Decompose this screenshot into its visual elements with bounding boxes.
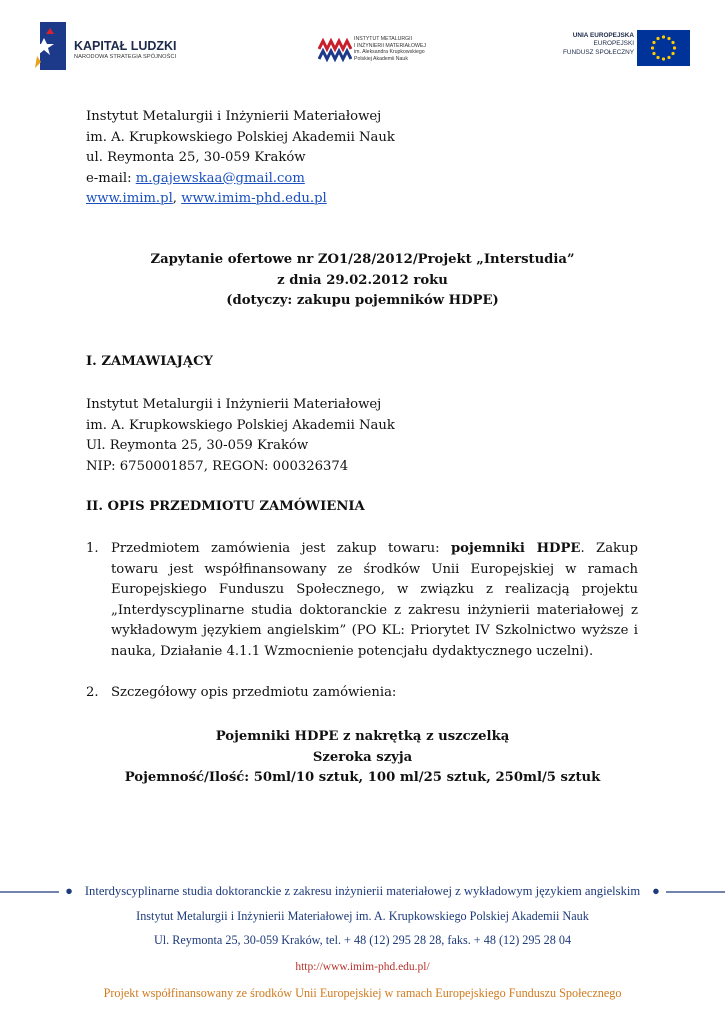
sender-email-row	[86, 169, 395, 190]
eu-star-icon	[662, 35, 665, 38]
order-description-list	[86, 539, 638, 703]
eu-star-icon	[667, 56, 670, 59]
web-link-imim-phd[interactable]: www.imim-phd.edu.pl	[181, 191, 327, 206]
kapital-ludzki-title: KAPITAŁ LUDZKI	[74, 39, 177, 53]
eu-flag-icon	[637, 30, 690, 66]
eu-text	[563, 32, 634, 57]
eu-star-icon	[651, 46, 654, 49]
title-line-2: z dnia 29.02.2012 roku	[277, 272, 448, 288]
eu-star-icon	[662, 57, 665, 60]
item1-text-pre: Przedmiotem zamówienia jest zakup towaru:	[111, 541, 451, 556]
footer-project-name: Interdyscyplinarne studia doktoranckie z zakresu inżynierii materiałowej z wykładowym językiem angielskim	[79, 884, 646, 898]
imim-text	[354, 36, 426, 62]
eu-star-icon	[652, 41, 655, 44]
eu-line-2: EUROPEJSKI	[593, 40, 634, 48]
sender-line: ul. Reymonta 25, 30-059 Kraków	[86, 150, 306, 165]
footer-url[interactable]: http://www.imim-phd.edu.pl/	[295, 961, 430, 973]
item2-text: Szczegółowy opis przedmiotu zamówienia:	[111, 684, 397, 700]
imim-line: im. Aleksandra Krupkowskiego	[354, 49, 425, 56]
eu-star-icon	[656, 37, 659, 40]
sender-line: im. A. Krupkowskiego Polskiej Akademii Nauk	[86, 129, 395, 145]
product-line-3: Pojemność/Ilość: 50ml/10 sztuk, 100 ml/25 sztuk, 250ml/5 sztuk	[124, 770, 601, 785]
kapital-ludzki-logo	[34, 22, 204, 74]
eu-logo	[548, 30, 690, 70]
product-line-1: Pojemniki HDPE z nakrętką z uszczelką	[215, 729, 510, 744]
orderer-line: NIP: 6750001857, REGON: 000326374	[86, 458, 349, 474]
sender-address	[86, 107, 395, 210]
eu-star-icon	[667, 37, 670, 40]
footer-bullet-right-icon: ●	[646, 884, 666, 898]
orderer-line: Instytut Metalurgii i Inżynierii Materiałowej	[86, 397, 382, 412]
orderer-line: Ul. Reymonta 25, 30-059 Kraków	[86, 438, 309, 453]
product-line-2: Szeroka szyja	[312, 749, 413, 765]
footer-line-3: Ul. Reymonta 25, 30-059 Kraków, tel. + 48 (12) 295 28 28, faks. + 48 (12) 295 28 04	[153, 933, 572, 947]
web-link-imim[interactable]: www.imim.pl	[86, 191, 173, 206]
section-2-heading: II. OPIS PRZEDMIOTU ZAMÓWIENIA	[86, 499, 365, 514]
list-item	[86, 683, 638, 704]
eu-star-icon	[656, 56, 659, 59]
title-line-1: Zapytanie ofertowe nr ZO1/28/2012/Projekt „Interstudia”	[150, 252, 575, 267]
email-label: e-mail:	[86, 170, 136, 186]
kapital-ludzki-subtitle: NARODOWA STRATEGIA SPÓJNOŚCI	[74, 54, 177, 60]
list-item-number: 2.	[86, 684, 99, 700]
web-separator: ,	[172, 191, 182, 206]
imim-mark-icon	[318, 38, 352, 62]
eu-star-icon	[652, 52, 655, 55]
eu-star-icon	[671, 41, 674, 44]
kapital-ludzki-star-icon	[34, 22, 68, 72]
sender-web-row	[86, 189, 395, 210]
eu-star-icon	[671, 52, 674, 55]
eu-line-1: UNIA EUROPEJSKA	[572, 32, 634, 39]
section-1-heading: I. ZAMAWIAJĄCY	[86, 354, 213, 369]
list-item	[86, 539, 638, 663]
document-title	[0, 250, 725, 312]
item1-text-post: . Zakup towaru jest współfinansowany ze środków Unii Europejskiej w ramach Europejskiego Funduszu Społecznego, w związku z realizacją projektu „Interdyscyplinarne studia doktoranckie z zakresu inżynierii materiałowej z wykładowym językiem angielskim” (PO KL: Priorytet IV Szkolnictwo wyższe i nauka, Działanie 4.1.1 Wzmocnienie potencjału dydaktycznego uczelni).	[111, 541, 638, 659]
title-line-3: (dotyczy: zakupu pojemników HDPE)	[226, 293, 499, 308]
email-link[interactable]: m.gajewskaa@gmail.com	[135, 170, 305, 186]
orderer-line: im. A. Krupkowskiego Polskiej Akademii Nauk	[86, 417, 395, 433]
eu-line-3: FUNDUSZ SPOŁECZNY	[562, 48, 634, 56]
list-item-number: 1.	[86, 541, 99, 556]
imim-logo	[318, 34, 448, 70]
eu-star-icon	[673, 46, 676, 49]
item1-text-bold: pojemniki HDPE	[450, 541, 581, 556]
imim-line: INSTYTUT METALURGII	[354, 36, 413, 42]
imim-line: Polskiej Akademii Nauk	[354, 55, 408, 62]
imim-line: I INŻYNIERII MATERIAŁOWEJ	[354, 42, 426, 49]
orderer-address	[86, 395, 395, 477]
product-description	[0, 727, 725, 789]
footer-line-5: Projekt współfinansowany ze środków Unii Europejskiej w ramach Europejskiego Funduszu Społecznego	[103, 986, 622, 1000]
footer-line-1	[0, 884, 725, 899]
sender-line: Instytut Metalurgii i Inżynierii Materiałowej	[86, 109, 382, 124]
footer-line-2: Instytut Metalurgii i Inżynierii Materiałowej im. A. Krupkowskiego Polskiej Akademii Nauk	[136, 909, 589, 923]
footer-bullet-left-icon: ●	[59, 884, 79, 898]
